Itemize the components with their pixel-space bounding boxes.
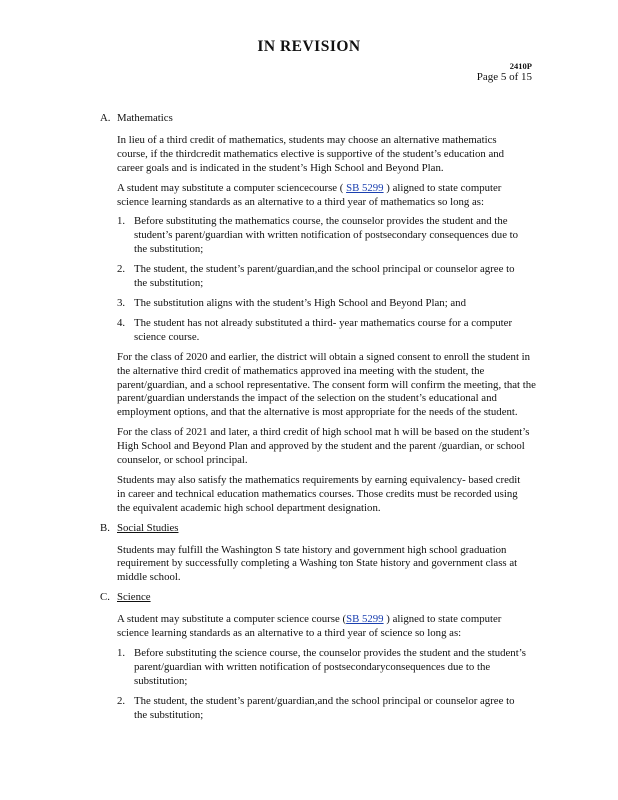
document-body (0, 112, 618, 729)
section-letter: B. (100, 521, 110, 534)
list-text: The student, the student’s parent/guardian,and the school principal or counselor agree to the substitution; (134, 263, 515, 290)
list-text: The substitution aligns with the student’s High School and Beyond Plan; and (134, 296, 466, 309)
list-item (117, 647, 530, 689)
list-item (117, 316, 530, 345)
policy-code: 2410P (509, 61, 532, 71)
list-text: Before substituting the mathematics course, the counselor provides the student and the student’s parent/guardian with written notification of postsecondary consequences due to the substitution; (134, 215, 519, 256)
section-letter: A. (100, 112, 111, 124)
paragraph-text: A student may substitute a computer sciencecourse ( (117, 181, 347, 194)
page-number: Page 5 of 15 (476, 71, 532, 83)
list-item (117, 215, 530, 257)
sb-5299-link[interactable]: SB 5299 (346, 613, 384, 626)
section-title: Social Studies (117, 521, 179, 534)
paragraph-text: ) aligned to state computer science learning standards as an alternative to a third year of mathematics so long as: (117, 181, 502, 208)
list-item (117, 694, 530, 723)
paragraph: For the class of 2020 and earlier, the district will obtain a signed consent to enroll the student in the alternative third credit of mathematics approved ina meeting with the student, the parent/guardian, and a school representative. The consent form will confirm the meeting, that the parent/guardian understands the impact of the selection on the student’s educational and employment options, and that the alternative is most appropriate for the needs of the student. (117, 350, 536, 419)
sb-5299-link[interactable]: SB 5299 (346, 181, 384, 194)
list-number: 3. (117, 296, 126, 309)
paragraph-text: A student may substitute a computer science course ( (117, 613, 347, 626)
list-number: 1. (117, 647, 126, 659)
paragraph-text: ) aligned to state computer science learning standards as an alternative to a third year of science so long as: (117, 613, 502, 640)
paragraph: Students may fulfill the Washington S tate history and government high school graduation requirement by successfully completing a Washing ton State history and government class at middle school. (117, 543, 518, 584)
list-number: 4. (117, 316, 126, 329)
section-a-heading (100, 112, 618, 126)
section-b-heading (100, 521, 618, 536)
list-item (117, 263, 530, 291)
list-text: The student, the student’s parent/guardian,and the school principal or counselor agree to the substitution; (134, 694, 515, 721)
page-title: IN REVISION (257, 38, 361, 55)
list-number: 2. (117, 694, 126, 707)
section-title: Science (117, 591, 151, 604)
section-letter: C. (100, 591, 110, 604)
list-item (117, 296, 530, 311)
paragraph: For the class of 2021 and later, a third credit of high school mat h will be based on the student’s High School and Beyond Plan and approved by the student and the parent /guardian, or school counselor, or school principal. (117, 426, 530, 467)
section-title: Mathematics (117, 112, 173, 124)
list-number: 1. (117, 215, 126, 228)
list-number: 2. (117, 263, 126, 276)
list-text: Before substituting the science course, the counselor provides the student and the student’s parent/guardian with written notification of postsecondaryconsequences due to the substitution; (134, 647, 526, 687)
paragraph (117, 182, 530, 210)
section-c-heading (100, 591, 618, 605)
list-text: The student has not already substituted a third- year mathematics course for a computer science course. (134, 316, 513, 343)
paragraph: Students may also satisfy the mathematics requirements by earning equivalency- based credit in career and technical education mathematics courses. Those credits must be recorded using the equivalent academic high school department designation. (117, 473, 521, 514)
paragraph (117, 613, 530, 641)
paragraph: In lieu of a third credit of mathematics, students may choose an alternative mathematics course, if the thirdcredit mathematics elective is supportive of the student’s education and career goals and is indicated in the student’s High School and Beyond Plan. (117, 133, 505, 174)
